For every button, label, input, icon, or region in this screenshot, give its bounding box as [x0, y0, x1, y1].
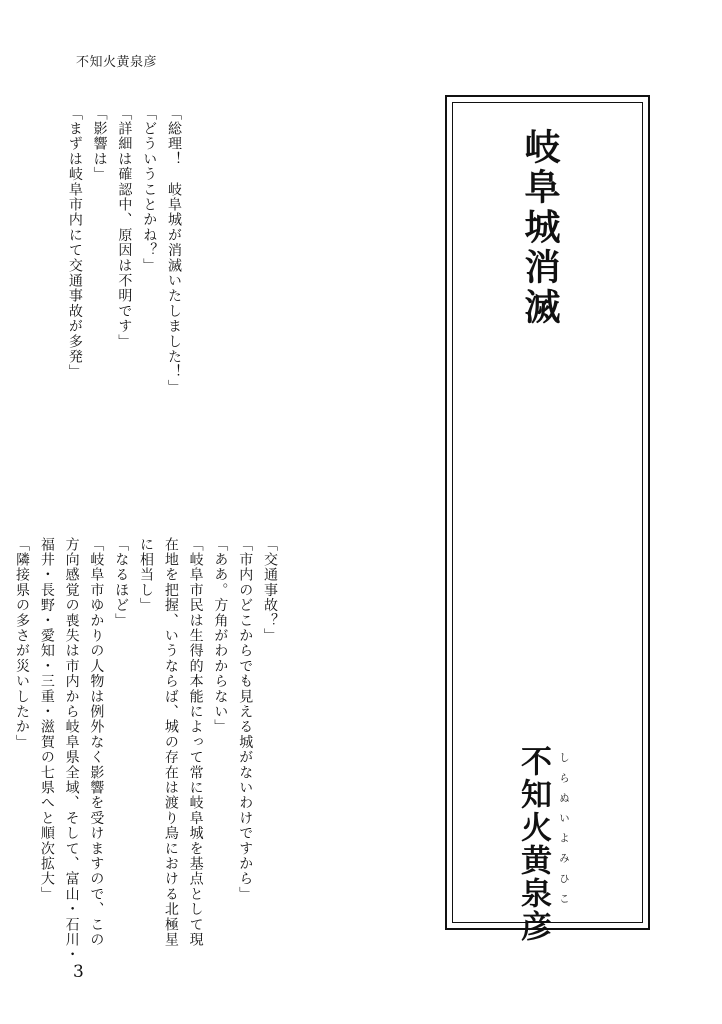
page-number: 3 — [73, 962, 84, 982]
work-title: 岐阜城消滅 — [519, 128, 561, 328]
text-line: 「まずは岐阜市内にて交通事故が多発」 — [66, 106, 83, 380]
dialogue-block-bottom — [9, 537, 282, 963]
text-line: 「岐阜市民は生得的本能によって常に岐阜城を基点として現 — [187, 537, 204, 948]
text-line: 「総理！ 岐阜城が消滅いたしました！」 — [166, 106, 182, 395]
text-line: に相当し」 — [138, 537, 155, 613]
text-line: 「影響は」 — [91, 106, 108, 182]
text-line: 「市内のどこからでも見える城がないわけですから」 — [237, 537, 254, 902]
text-line: 「隣接県の多さが災いしたか」 — [14, 537, 31, 750]
author-name-ruby: しらぬいよみひこ — [558, 752, 570, 913]
running-header-author: 不知火黄泉彦 — [76, 55, 158, 70]
text-line: 「なるほど」 — [113, 537, 130, 629]
text-line: 「岐阜市ゆかりの人物は例外なく影響を受けますので、この — [88, 537, 105, 948]
author-name: 不知火黄泉彦 — [515, 745, 551, 943]
text-line: 「交通事故？」 — [262, 537, 278, 644]
text-line: 「詳細は確認中、原因は不明です」 — [116, 106, 133, 350]
text-line: 在地を把握、いうならば、城の存在は渡り鳥における北極星 — [162, 537, 179, 948]
dialogue-block-top — [62, 106, 186, 396]
text-line: 「ああ。方角がわからない」 — [212, 537, 229, 735]
text-line: 「どういうことかね？」 — [141, 106, 158, 274]
text-line: 方向感覚の喪失は市内から岐阜県全域、そして、富山・石川・ — [63, 537, 80, 963]
text-line: 福井・長野・愛知・三重・滋賀の七県へと順次拡大」 — [38, 537, 55, 902]
